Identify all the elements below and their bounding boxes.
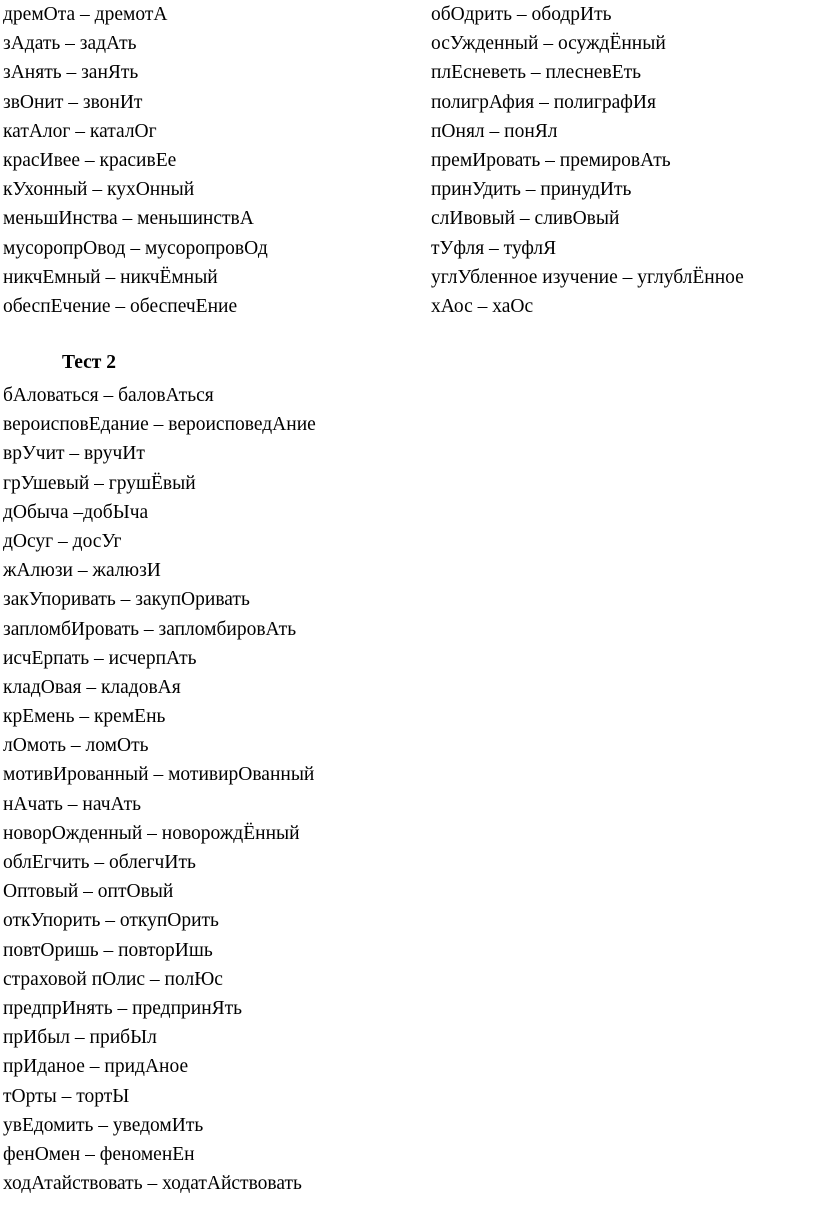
word-pair-item: тУфля – туфлЯ [431,237,557,259]
word-list-right [431,0,816,321]
word-pair-item: катАлог – каталОг [3,120,157,142]
word-list-left-top [3,0,403,321]
word-pair-item: нАчать – начАть [3,793,142,815]
word-pair-item: увЕдомить – уведомИть [3,1114,204,1136]
word-pair-item: фенОмен – феноменЕн [3,1143,195,1165]
word-pair-item: дремОта – дремотА [3,4,168,25]
word-pair-item: меньшИнства – меньшинствА [3,208,254,230]
word-pair-item: крЕмень – кремЕнь [3,706,166,728]
word-pair-item: тОрты – тортЫ [3,1085,130,1107]
word-pair-item: углУбленное изучение – углублЁнное [431,266,744,288]
word-pair-item: обОдрить – ободрИть [431,4,612,25]
word-pair-item: принУдить – принудИть [431,179,632,201]
word-pair-item: никчЕмный – никчЁмный [3,266,218,288]
word-pair-item: полигрАфия – полиграфИя [431,91,656,113]
word-list-test2 [3,381,403,1198]
word-pair-item: закУпоривать – закупОривать [3,589,250,611]
word-pair-item: врУчит – вручИт [3,443,145,465]
word-pair-item: откУпорить – откупОрить [3,910,219,932]
word-pair-item: дОбыча –добЫча [3,501,149,523]
word-pair-item: премИровать – премировАть [431,149,671,171]
word-pair-item: жАлюзи – жалюзИ [3,560,161,582]
word-pair-item: пОнял – понЯл [431,120,558,142]
word-pair-item: ходАтайствовать – ходатАйствовать [3,1173,302,1195]
word-pair-item: грУшевый – грушЁвый [3,472,196,494]
word-pair-item: облЕгчить – облегчИть [3,852,196,873]
word-pair-item: страховой пОлис – полЮс [3,968,223,990]
word-pair-item: кУхонный – кухОнный [3,179,195,201]
word-pair-item: исчЕрпать – исчерпАть [3,647,197,669]
word-pair-item: плЕсневеть – плесневЕть [431,62,642,84]
word-pair-item: зАдать – задАть [3,33,137,55]
word-pair-item: прИбыл – прибЫл [3,1027,157,1049]
word-pair-item: прИданое – придАное [3,1056,189,1078]
word-pair-item: осУжденный – осуждЁнный [431,33,666,55]
word-pair-item: обеспЕчение – обеспечЕние [3,295,238,317]
test2-heading: Тест 2 [62,352,117,373]
word-pair-item: мотивИрованный – мотивирОванный [3,764,315,786]
word-pair-item: хАос – хаОс [431,295,534,317]
word-pair-item: зАнять – занЯть [3,62,139,84]
word-pair-item: новорОжденный – новорождЁнный [3,822,300,844]
word-pair-item: вероисповЕдание – вероисповедАние [3,414,316,436]
word-pair-item: повтОришь – повторИшь [3,939,213,961]
word-pair-item: лОмоть – ломОть [3,735,149,757]
word-pair-item: бАловаться – баловАться [3,385,214,406]
word-pair-item: звОнит – звонИт [3,91,143,113]
word-pair-item: кладОвая – кладовАя [3,676,181,698]
word-pair-item: запломбИровать – запломбировАть [3,618,297,640]
word-pair-item: мусоропрОвод – мусоропровОд [3,237,268,259]
word-pair-item: красИвее – красивЕе [3,149,177,171]
word-pair-item: Оптовый – оптОвый [3,881,174,903]
word-pair-item: дОсуг – досУг [3,530,122,552]
word-pair-item: слИвовый – сливОвый [431,208,620,230]
word-pair-item: предпрИнять – предпринЯть [3,997,243,1019]
